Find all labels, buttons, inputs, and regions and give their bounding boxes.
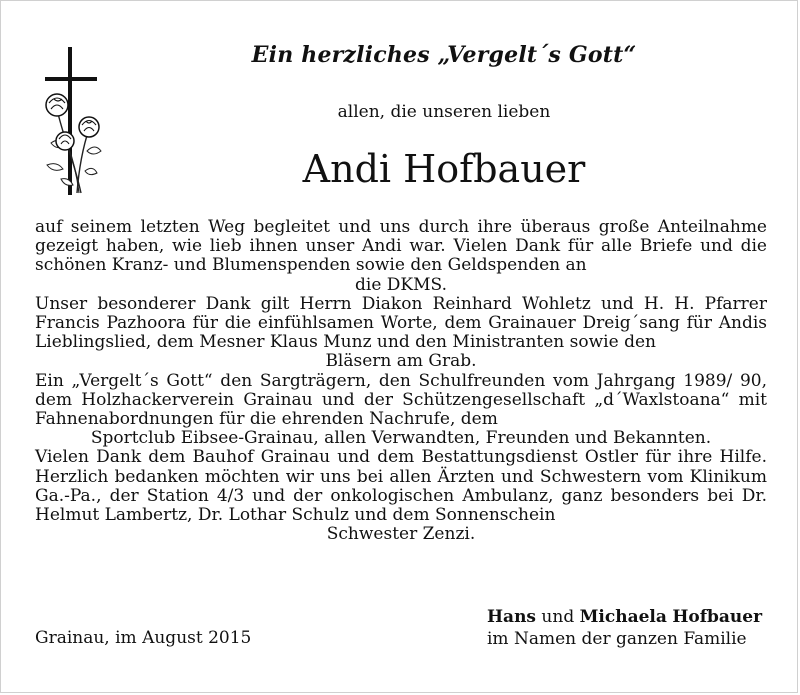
signature-block [487, 606, 762, 650]
paragraph-1: auf seinem letzten Weg begleitet und uns durch ihre überaus große Anteilnahme gezeigt haben, wie lieb ihnen unser Andi war. Vielen Dank für alle Briefe und die schönen Kranz- und Blumenspenden sowie den Geldspenden an die DKMS. [35, 217, 767, 295]
signer-family-line: im Namen der ganzen Familie [487, 629, 747, 649]
deceased-name: Andi Hofbauer [302, 147, 586, 191]
intro-line: allen, die unseren lieben [337, 102, 551, 122]
headline: Ein herzliches „Vergelt´s Gott“ [251, 42, 637, 68]
thanks-body [35, 218, 767, 544]
place-date: Grainau, im August 2015 [35, 628, 252, 648]
paragraph-4: Vielen Dank dem Bauhof Grainau und dem Bestattungsdienst Ostler für ihre Hilfe. Herzlich bedanken möchten wir uns bei allen Ärzten und Schwestern vom Klinikum Ga.-Pa., der Station 4/3 und der onkologischen Ambulanz, ganz besonders bei Dr. Helmut Lambertz, Dr. Lothar Schulz und dem Sonnenschein Schwester Zenzi. [35, 447, 767, 545]
signer-names: Hans und Michaela Hofbauer [487, 607, 763, 627]
paragraph-3: Ein „Vergelt´s Gott“ den Sargträgern, den Schulfreunden vom Jahrgang 1989/ 90, dem Holzhackerverein Grainau und der Schützengesellschaft „d´Waxlstoana“ mit Fahnenabordnungen für die ehrenden Nachrufe, dem Sportclub Eibsee-Grainau, allen Verwandten, Freunden und Bekannten. [35, 370, 767, 449]
paragraph-2: Unser besonderer Dank gilt Herrn Diakon Reinhard Wohletz und H. H. Pfarrer Francis Pazhoora für die einfühlsamen Worte, dem Grainauer Dreig´sang für Andis Lieblingslied, dem Mesner Klaus Munz und den Ministranten sowie den Bläsern am Grab. [35, 293, 767, 372]
